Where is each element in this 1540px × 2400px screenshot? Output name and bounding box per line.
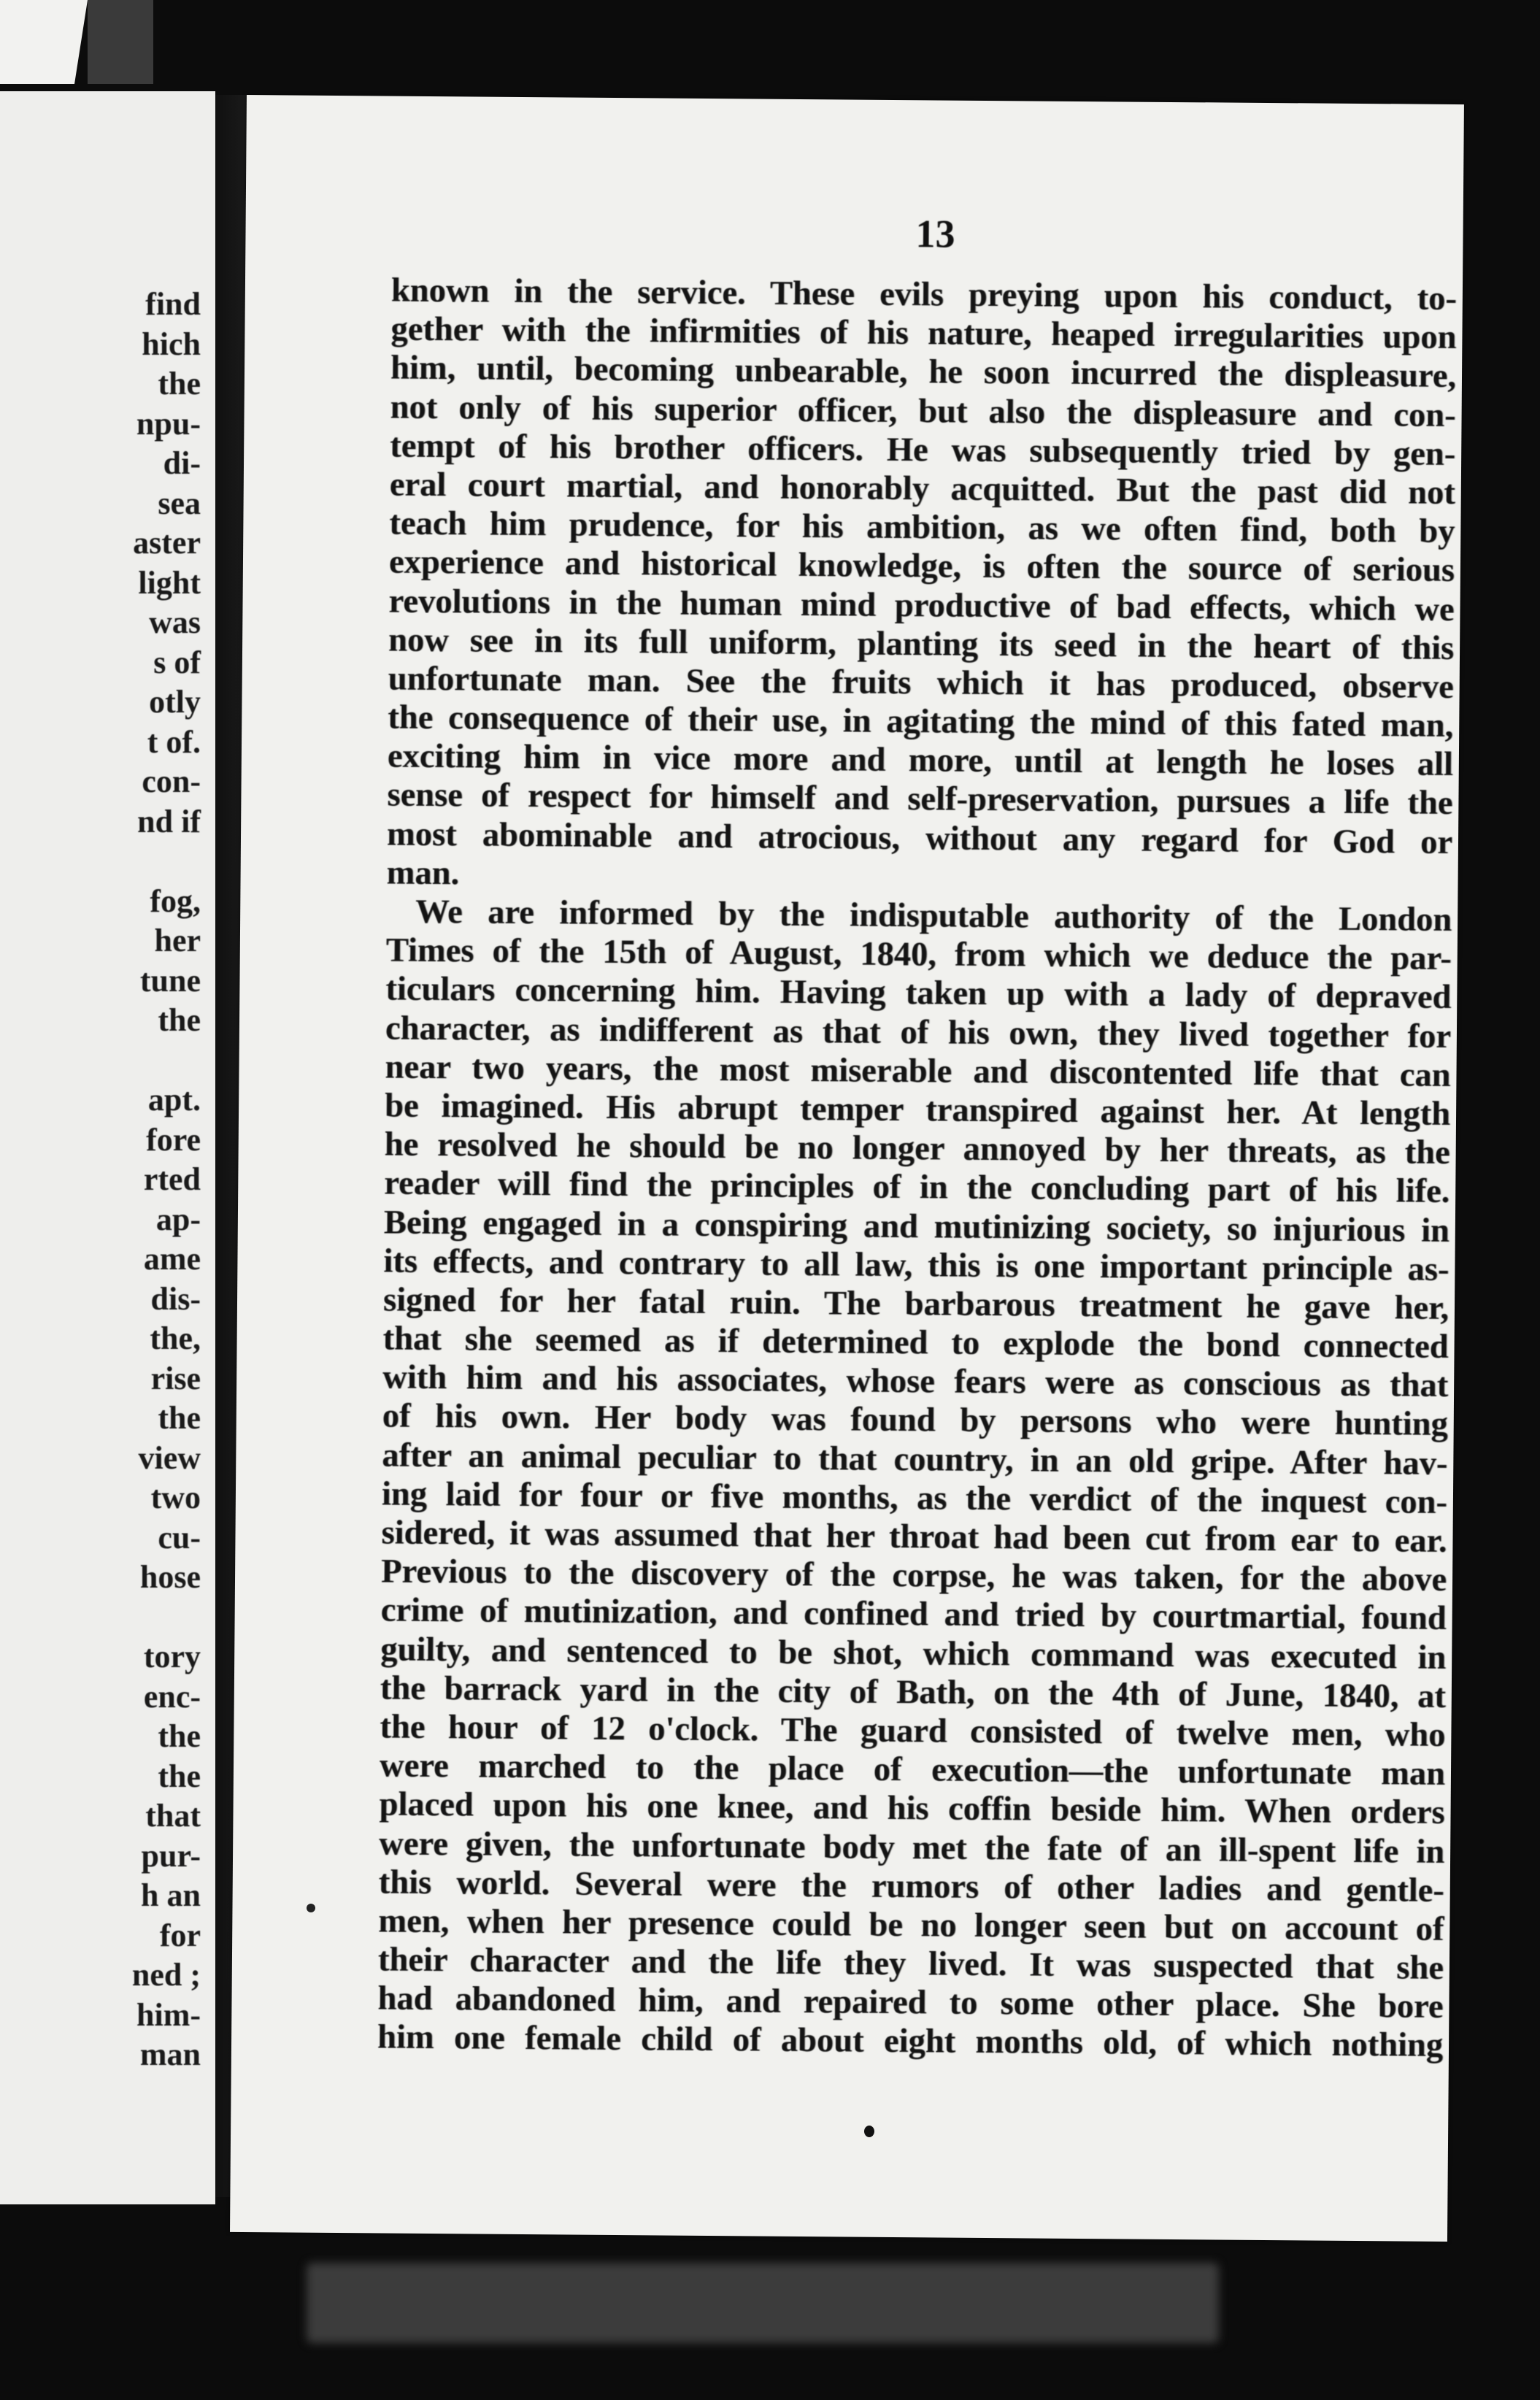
left-fragment-line: was: [149, 604, 201, 640]
page-body-text: [377, 272, 1457, 2066]
left-fragment-line: tune: [139, 962, 201, 999]
text-line: the barrack yard in the city of Bath, on the 4th of June, 1840, at: [380, 1669, 1447, 1715]
left-fragment-line: fore: [146, 1121, 201, 1158]
left-fragment-line: for: [159, 1917, 201, 1953]
text-line: after an animal peculiar to that country, in an old gripe. After hav-: [382, 1436, 1448, 1482]
text-line: reader will find the principles of in the concluding part of his life.: [384, 1164, 1450, 1211]
right-page: [230, 95, 1464, 2242]
text-line: man.: [386, 854, 460, 893]
left-fragment-line: pur-: [141, 1837, 201, 1874]
left-fragment-line: hose: [139, 1559, 201, 1595]
ink-dot: [864, 2126, 874, 2137]
left-fragment-line: con-: [142, 764, 201, 799]
page-number: 13: [915, 212, 955, 256]
text-line: now see in its full uniform, planting its seed in the heart of this: [388, 621, 1455, 667]
left-page: [0, 91, 215, 2204]
text-line: their character and the life they lived. It was suspected that she: [377, 1941, 1444, 1988]
text-line: Being engaged in a conspiring and mutinizing society, so injurious in: [383, 1204, 1450, 1250]
left-fragment-line: the: [158, 366, 201, 401]
text-line: signed for her fatal ruin. The barbarous treatment he gave her,: [382, 1281, 1449, 1327]
left-fragment-line: apt.: [147, 1082, 201, 1118]
left-fragment-line: the: [158, 1758, 201, 1794]
left-fragment-line: ned ;: [131, 1957, 201, 1993]
text-line: exciting him in vice more and more, until at length he loses all: [387, 737, 1454, 784]
text-line: Previous to the discovery of the corpse, he was taken, for the above: [380, 1553, 1447, 1599]
text-line: had abandoned him, and repaired to some other place. She bore: [377, 1980, 1444, 2026]
text-line: ing laid for four or five months, as the verdict of the inquest con-: [381, 1475, 1448, 1521]
left-fragment-line: the,: [150, 1320, 201, 1356]
left-fragment-line: ame: [143, 1241, 201, 1277]
text-line: Times of the 15th of August, 1840, from which we deduce the par-: [385, 931, 1452, 978]
text-line: him one female child of about eight months old, of which nothing: [377, 2018, 1444, 2065]
text-line: gether with the infirmities of his nature, heaped irregularities upon: [390, 310, 1457, 357]
left-fragment-line: rise: [150, 1360, 201, 1396]
text-line: We are informed by the indisputable authority of the London: [415, 893, 1452, 939]
left-fragment-line: di-: [163, 445, 201, 481]
left-fragment-line: light: [138, 564, 201, 601]
left-page-text-fragments: [11, 285, 201, 2075]
left-fragment-line: sea: [158, 485, 201, 521]
left-fragment-line: man: [139, 2036, 201, 2072]
text-line: the consequence of their use, in agitating the mind of this fated man,: [388, 699, 1454, 745]
left-fragment-line: [11, 1041, 201, 1081]
left-fragment-line: t of.: [147, 723, 201, 760]
page-bottom-shadow: [307, 2263, 1219, 2343]
text-line: known in the service. These evils preying upon his conduct, to-: [390, 272, 1458, 318]
left-fragment-line: ap-: [155, 1201, 201, 1237]
text-line: revolutions in the human mind productive of bad effects, which we: [388, 582, 1455, 628]
left-fragment-line: otly: [149, 684, 201, 720]
text-line: teach him prudence, for his ambition, as we often find, both by: [389, 504, 1455, 551]
left-fragment-line: tory: [143, 1639, 201, 1674]
left-fragment-line: h an: [141, 1877, 201, 1913]
text-line: its effects, and contrary to all law, this is one important principle as-: [383, 1242, 1449, 1288]
text-line: crime of mutinization, and confined and tried by courtmartial, found: [380, 1591, 1447, 1638]
left-fragment-line: aster: [133, 525, 201, 561]
text-line: eral court martial, and honorably acquitted. But the past did not: [389, 466, 1455, 512]
text-line: sidered, it was assumed that her throat had been cut from ear to ear.: [381, 1514, 1447, 1560]
text-line: this world. Several were the rumors of other ladies and gentle-: [378, 1864, 1444, 1909]
left-fragment-line: the: [158, 1002, 201, 1038]
left-fragment-line: him-: [136, 1996, 201, 2033]
left-fragment-line: find: [145, 286, 201, 322]
text-line: him, until, becoming unbearable, he soon incurred the displeasure,: [390, 349, 1457, 396]
text-line: experience and historical knowledge, is often the source of serious: [388, 543, 1455, 590]
left-fragment-line: view: [138, 1439, 201, 1476]
left-fragment-line: her: [154, 923, 201, 958]
left-fragment-line: [11, 842, 201, 882]
paragraph: [386, 272, 1457, 901]
left-fragment-line: rted: [143, 1161, 201, 1197]
corner-paper-fragment: [0, 0, 88, 84]
text-line: be imagined. His abrupt temper transpired against her. At length: [384, 1087, 1451, 1133]
text-line: unfortunate man. See the fruits which it has produced, observe: [388, 660, 1454, 706]
text-line: of his own. Her body was found by persons who were hunting: [382, 1397, 1448, 1444]
text-line: most abominable and atrocious, without any regard for God or: [386, 815, 1453, 861]
text-line: guilty, and sentenced to be shot, which command was executed in: [380, 1631, 1447, 1677]
left-fragment-line: s of: [153, 644, 201, 680]
left-fragment-line: cu-: [158, 1519, 201, 1555]
left-fragment-line: fog,: [150, 882, 201, 919]
text-line: ticulars concerning him. Having taken up with a lady of depraved: [385, 970, 1452, 1017]
text-line: sense of respect for himself and self-preservation, pursues a life the: [387, 776, 1453, 823]
text-line: the hour of 12 o'clock. The guard consisted of twelve men, who: [380, 1708, 1446, 1754]
left-fragment-line: the: [158, 1718, 201, 1754]
left-fragment-line: two: [150, 1480, 201, 1515]
left-fragment-line: hich: [142, 326, 201, 362]
text-line: character, as indifferent as that of his own, they lived together for: [385, 1009, 1452, 1055]
text-line: were given, the unfortunate body met the fate of an ill-spent life in: [378, 1824, 1445, 1871]
text-line: men, when her presence could be no longer seen but on account of: [378, 1902, 1444, 1948]
left-fragment-line: npu-: [136, 405, 201, 442]
left-fragment-line: the: [158, 1400, 201, 1436]
text-line: were marched to the place of execution—the unfortunate man: [379, 1747, 1446, 1793]
left-fragment-line: [11, 1598, 201, 1638]
left-fragment-line: dis-: [150, 1280, 201, 1317]
text-line: not only of his superior officer, but also the displeasure and con-: [390, 388, 1456, 434]
left-fragment-line: nd if: [137, 803, 201, 839]
ink-speck: [307, 1904, 315, 1912]
text-line: with him and his associates, whose fears were as conscious as that: [382, 1358, 1449, 1405]
text-line: near two years, the most miserable and discontented life that can: [385, 1048, 1451, 1094]
text-line: tempt of his brother officers. He was subsequently tried by gen-: [390, 427, 1456, 473]
left-fragment-line: enc-: [143, 1678, 201, 1715]
paragraph: [377, 893, 1452, 2066]
text-line: he resolved he should be no longer annoyed by her threats, as the: [384, 1126, 1450, 1172]
corner-shadow: [88, 0, 153, 84]
text-line: placed upon his one knee, and his coffin beside him. When orders: [379, 1785, 1445, 1832]
left-fragment-line: that: [145, 1798, 201, 1834]
text-line: that she seemed as if determined to explode the bond connected: [382, 1320, 1449, 1366]
